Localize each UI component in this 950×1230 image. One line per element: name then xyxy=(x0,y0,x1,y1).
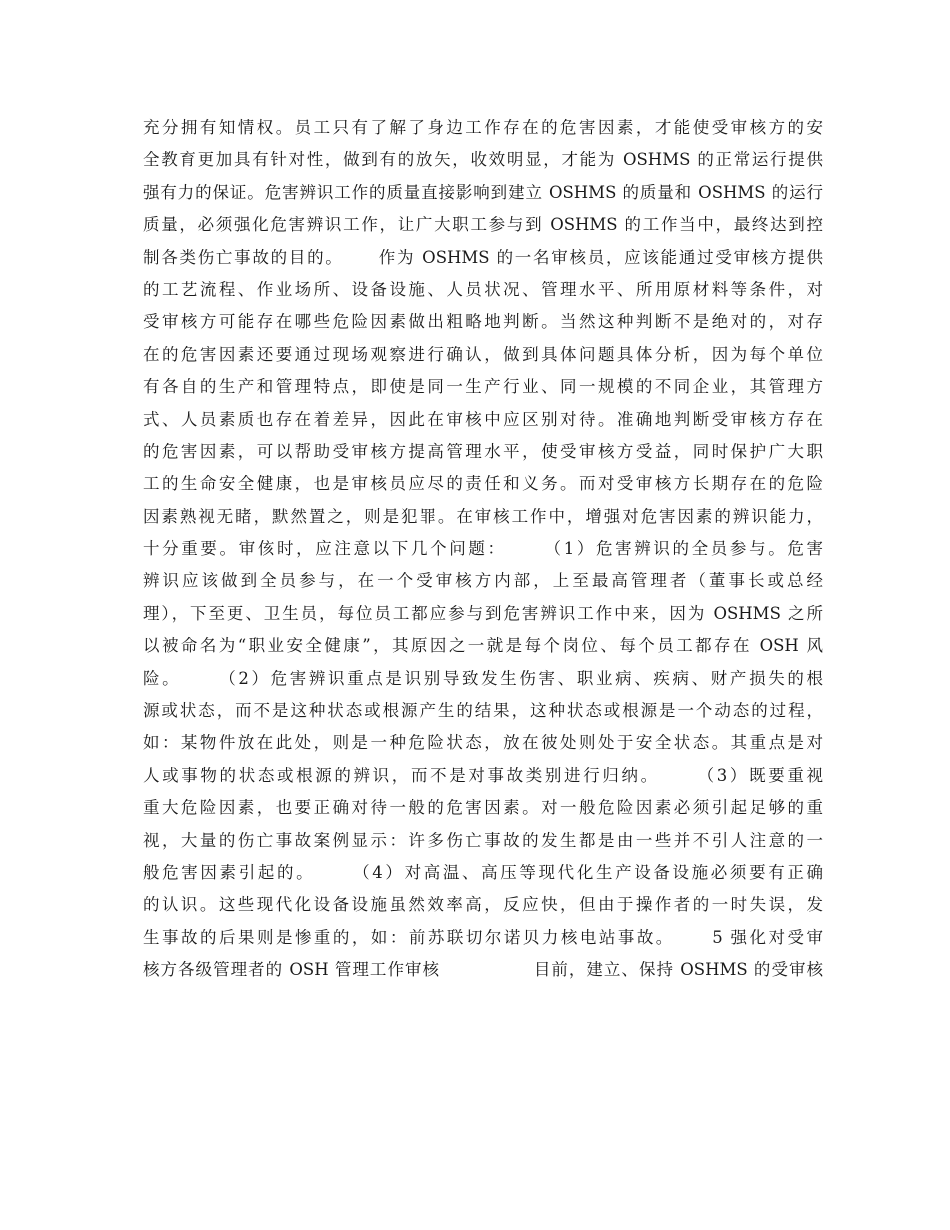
text-line: 因素熟视无睹，默然置之，则是犯罪。在审核工作中，增强对危害因素的辨识能力， xyxy=(143,506,823,526)
text-line: 源或状态，而不是这种状态或根源产生的结果，这种状态或根源是一个动态的过程， xyxy=(143,701,823,721)
text-line: 人或事物的状态或根源的辨识，而不是对事故类别进行归纳。 （3）既要重视 xyxy=(143,765,823,785)
text-line: 全教育更加具有针对性，做到有的放矢，收效明显，才能为 OSHMS 的正常运行提供 xyxy=(143,150,823,170)
text-line: 受审核方可能存在哪些危险因素做出粗略地判断。当然这种判断不是绝对的，对存 xyxy=(143,312,823,332)
text-line: 的工艺流程、作业场所、设备设施、人员状况、管理水平、所用原材料等条件，对 xyxy=(143,279,823,299)
text-line: 有各自的生产和管理特点，即使是同一生产行业、同一规模的不同企业，其管理方 xyxy=(143,377,823,397)
text-line: 的认识。这些现代化设备设施虽然效率高，反应快，但由于操作者的一时失误，发 xyxy=(143,895,823,915)
text-line: 生事故的后果则是惨重的，如：前苏联切尔诺贝力核电站事故。 5 强化对受审 xyxy=(143,927,823,947)
text-line: 工的生命安全健康，也是审核员应尽的责任和义务。而对受审核方长期存在的危险 xyxy=(143,474,823,494)
text-line: 以被命名为“职业安全健康”，其原因之一就是每个岗位、每个员工都存在 OSH 风 xyxy=(143,636,823,656)
text-line: 十分重要。审侅时，应注意以下几个问题： （1）危害辨识的全员参与。危害 xyxy=(143,539,823,559)
text-line: 辨识应该做到全员参与，在一个受审核方内部，上至最高管理者（董事长或总经 xyxy=(143,571,823,591)
text-line: 质量，必须强化危害辨识工作，让广大职工参与到 OSHMS 的工作当中，最终达到控 xyxy=(143,215,823,235)
text-line: 在的危害因素还要通过现场观察进行确认，做到具体问题具体分析，因为每个单位 xyxy=(143,344,823,364)
text-line: 的危害因素，可以帮助受审核方提高管理水平，使受审核方受益，同时保护广大职 xyxy=(143,441,823,461)
text-line: 制各类伤亡事故的目的。 作为 OSHMS 的一名审核员，应该能通过受审核方提供 xyxy=(143,247,823,267)
text-line: 充分拥有知情权。员工只有了解了身边工作存在的危害因素，才能使受审核方的安 xyxy=(143,118,823,137)
text-line: 视，大量的伤亡事故案例显示：许多伤亡事故的发生都是由一些并不引人注意的一 xyxy=(143,830,823,850)
text-line: 式、人员素质也存在着差异，因此在审核中应区别对待。准确地判断受审核方存在 xyxy=(143,409,823,429)
text-line: 强有力的保证。危害辨识工作的质量直接影响到建立 OSHMS 的质量和 OSHMS 的运行 xyxy=(143,182,823,202)
text-line: 般危害因素引起的。 （4）对高温、高压等现代化生产设备设施必须要有正确 xyxy=(143,862,823,882)
body-text xyxy=(143,112,823,987)
text-line: 如：某物件放在此处，则是一种危险状态，放在彼处则处于安全状态。其重点是对 xyxy=(143,733,823,753)
text-line: 重大危险因素，也要正确对待一般的危害因素。对一般危险因素必须引起足够的重 xyxy=(143,798,823,818)
text-line: 核方各级管理者的 OSH 管理工作审核 目前，建立、保持 OSHMS 的受审核 xyxy=(143,960,823,980)
text-line: 险。 （2）危害辨识重点是识别导致发生伤害、职业病、疾病、财产损失的根 xyxy=(143,668,823,688)
text-line: 理），下至更、卫生员，每位员工都应参与到危害辨识工作中来，因为 OSHMS 之所 xyxy=(143,603,823,623)
